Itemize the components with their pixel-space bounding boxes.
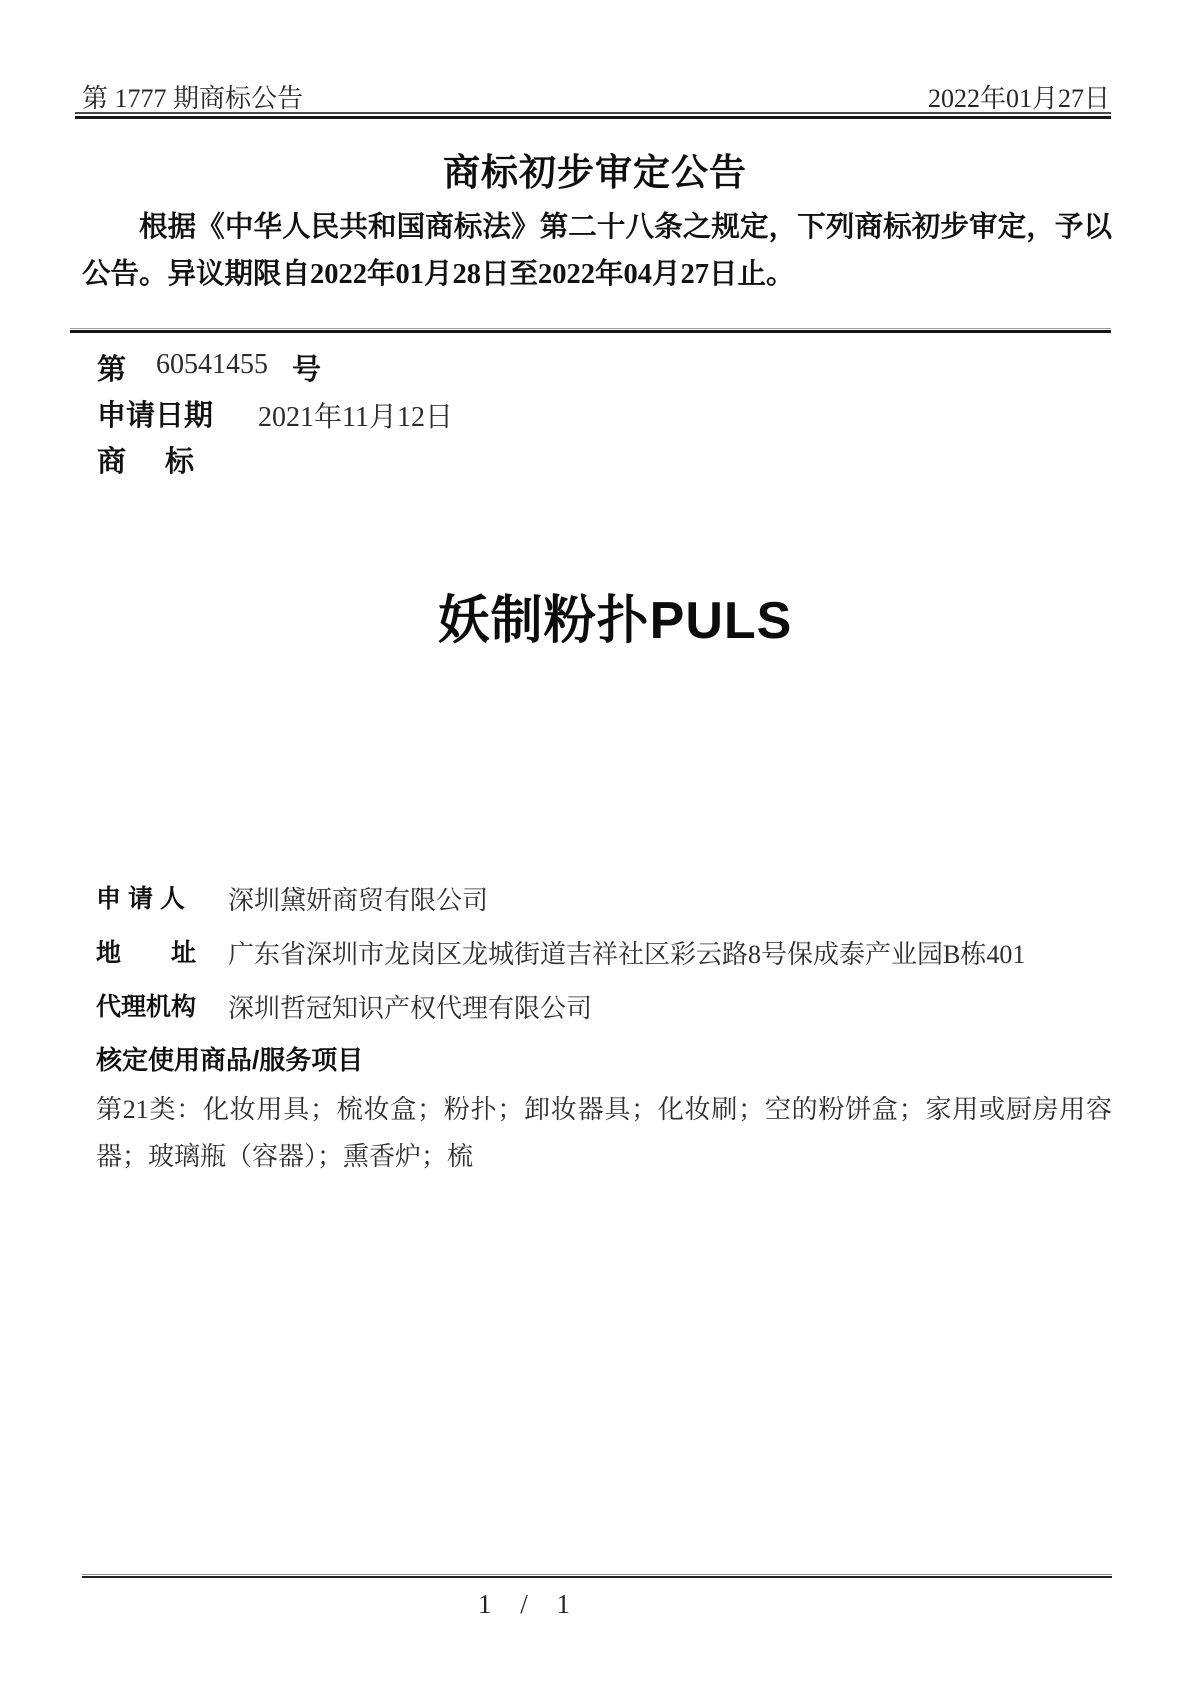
trademark-image-text: 妖制粉扑PULS	[437, 592, 793, 650]
filing-date-label: 申请日期	[97, 400, 214, 432]
applicant-address: 广东省深圳市龙岗区龙城街道吉祥社区彩云路8号保成泰产业园B栋401	[228, 940, 1026, 969]
gazette-issue-number: 第 1777 期商标公告	[82, 84, 304, 113]
address-label	[96, 933, 196, 969]
page-number-separator: /	[520, 1589, 528, 1619]
footer-divider-rule	[82, 1574, 1112, 1578]
goods-services-list: 第21类：化妆用具；梳妆盒；粉扑；卸妆器具；化妆刷；空的粉饼盒；家用或厨房用容器；玻璃瓶（容器）；熏香炉；梳	[96, 1095, 1112, 1171]
goods-services-heading: 核定使用商品/服务项目	[96, 1045, 364, 1075]
trademark-label-char: 商	[97, 446, 127, 478]
header-divider-rule	[75, 112, 1111, 119]
page-number-indicator	[0, 1589, 1048, 1620]
registration-number-suffix: 号	[292, 354, 322, 386]
address-label-char: 址	[170, 939, 196, 967]
filing-date-value: 2021年11月12日	[258, 402, 453, 433]
address-label-char: 地	[96, 939, 122, 967]
announcement-intro-paragraph: 根据《中华人民共和国商标法》第二十八条之规定，下列商标初步审定，予以公告。异议期限自2022年01月28日至2022年04月27日止。	[82, 212, 1112, 290]
agency-label: 代理机构	[96, 993, 197, 1021]
registration-number: 60541455	[156, 349, 268, 380]
gazette-date: 2022年01月27日	[927, 84, 1110, 113]
agency-name: 深圳哲冠知识产权代理有限公司	[228, 994, 593, 1023]
trademark-label	[97, 439, 194, 480]
record-divider-rule	[70, 328, 1111, 333]
registration-number-prefix: 第	[97, 354, 127, 386]
applicant-label: 申 请 人	[96, 885, 185, 913]
trademark-label-char: 标	[164, 446, 194, 478]
current-page-number: 1	[477, 1589, 492, 1619]
applicant-name: 深圳黛妍商贸有限公司	[228, 886, 489, 915]
total-page-number: 1	[556, 1589, 570, 1619]
page-title: 商标初步审定公告	[443, 153, 747, 194]
